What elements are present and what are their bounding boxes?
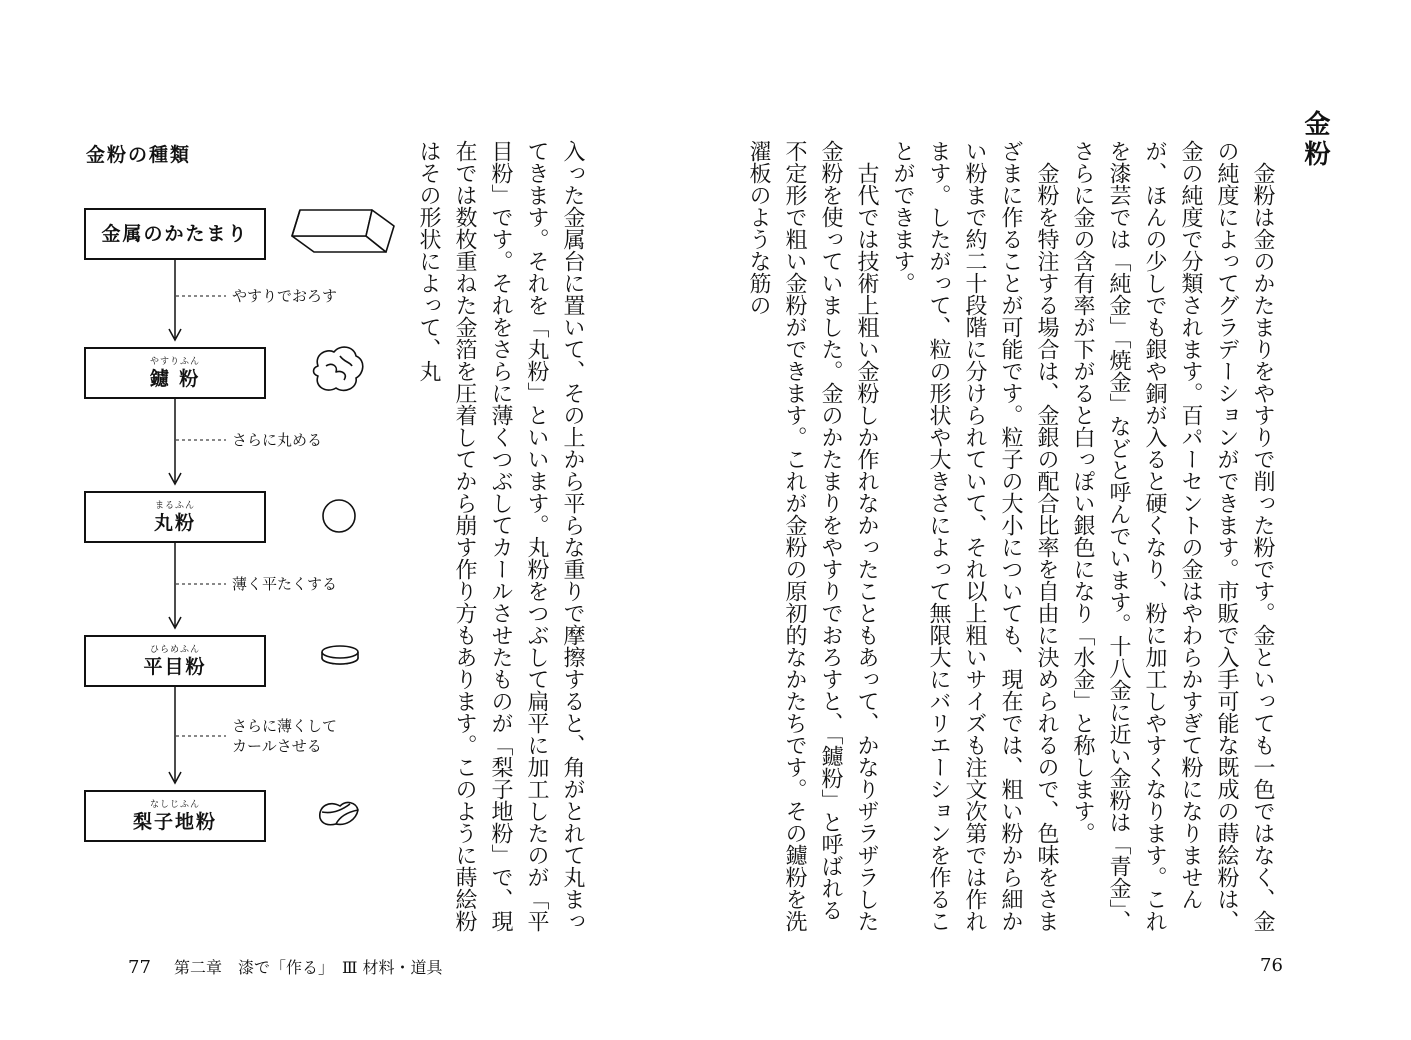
right-page xyxy=(705,0,1411,1040)
gold-ingot-icon xyxy=(292,210,394,252)
step-label: 薄く平たくする xyxy=(232,575,338,593)
section-heading: 金粉 xyxy=(1300,110,1330,170)
node-metal-lump xyxy=(84,208,266,260)
step-label: さらに丸める xyxy=(232,431,323,449)
left-body-text xyxy=(416,140,590,940)
body-paragraph: 金粉を特注する場合は、金銀の配合比率を自由に決められるので、色味をさまざまに作ることが可能です。粒子の大小についても、現在では、粗い粉から細かい粉まで約二十段階に分けられていて、それ以上粗いサイズも注文次第では作れます。したがって、粒の形状や大きさによって無限大にバリエーションを作ることができます。 xyxy=(890,140,1059,932)
step-label: やすりでおろす xyxy=(232,287,338,305)
flat-disc-icon xyxy=(322,646,358,664)
diagram-title: 金粉の種類 xyxy=(86,144,192,166)
curled-flake-icon xyxy=(320,803,358,825)
circle-icon xyxy=(323,500,355,532)
node-label: 鑢 粉 xyxy=(149,367,201,390)
crumpled-powder-icon xyxy=(314,347,363,390)
step-label xyxy=(232,716,337,756)
step-label-line: さらに薄くして xyxy=(232,717,338,735)
right-footer xyxy=(1260,955,1283,976)
node-label: 平目粉 xyxy=(143,655,207,678)
node-ruby: やすりふん xyxy=(149,356,200,367)
node-nashijifun xyxy=(84,790,266,842)
node-marufun xyxy=(84,491,266,543)
running-head: 第二章 漆で「作る」 Ⅲ 材料・道具 xyxy=(174,958,443,977)
node-yasurifun xyxy=(84,347,266,399)
node-ruby: なしじふん xyxy=(149,799,200,810)
left-page xyxy=(0,0,705,1040)
node-hiramefun xyxy=(84,635,266,687)
node-ruby: まるふん xyxy=(154,500,195,511)
body-paragraph: 入った金属台に置いて、その上から平らな重りで摩擦すると、角がとれて丸まってきます。それを「丸粉」といいます。丸粉をつぶして扁平に加工したのが「平目粉」です。それをさらに薄くつぶしてカールさせたものが「梨子地粉」で、現在では数枚重ねた金箔を圧着してから崩す作り方もあります。このように蒔絵粉はその形状によって、丸 xyxy=(416,140,585,932)
body-paragraph: 金粉は金のかたまりをやすりで削った粉です。金といっても一色ではなく、金の純度によってグラデーションができます。市販で入手可能な既成の蒔絵粉は、金の純度で分類されます。百パーセントの金はやわらかすぎて粉になりませんが、ほんの少しでも銀や銅が入ると硬くなり、粉に加工しやすくなります。これを漆芸では「純金」「焼金」などと呼んでいます。十八金に近い金粉は「青金」、さらに金の含有率が下がると白っぽい銀色になり「水金」と称します。 xyxy=(1070,140,1275,932)
node-label: 金属のかたまり xyxy=(101,223,249,245)
node-label: 梨子地粉 xyxy=(132,810,217,833)
page-number: 76 xyxy=(1260,955,1283,976)
node-ruby: ひらめふん xyxy=(149,644,200,655)
body-paragraph: 古代では技術上粗い金粉しか作れなかったこともあって、かなりザラザラした金粉を使っていました。金のかたまりをやすりでおろすと、「鑢粉」と呼ばれる不定形で粗い金粉ができます。これが金粉の原初的なかたちです。その鑢粉を洗濯板のような筋の xyxy=(746,140,879,932)
step-label-line: カールさせる xyxy=(232,737,322,755)
left-footer xyxy=(128,955,443,978)
node-label: 丸粉 xyxy=(153,511,196,534)
page-number: 77 xyxy=(128,957,151,978)
right-body-text xyxy=(746,140,1280,940)
